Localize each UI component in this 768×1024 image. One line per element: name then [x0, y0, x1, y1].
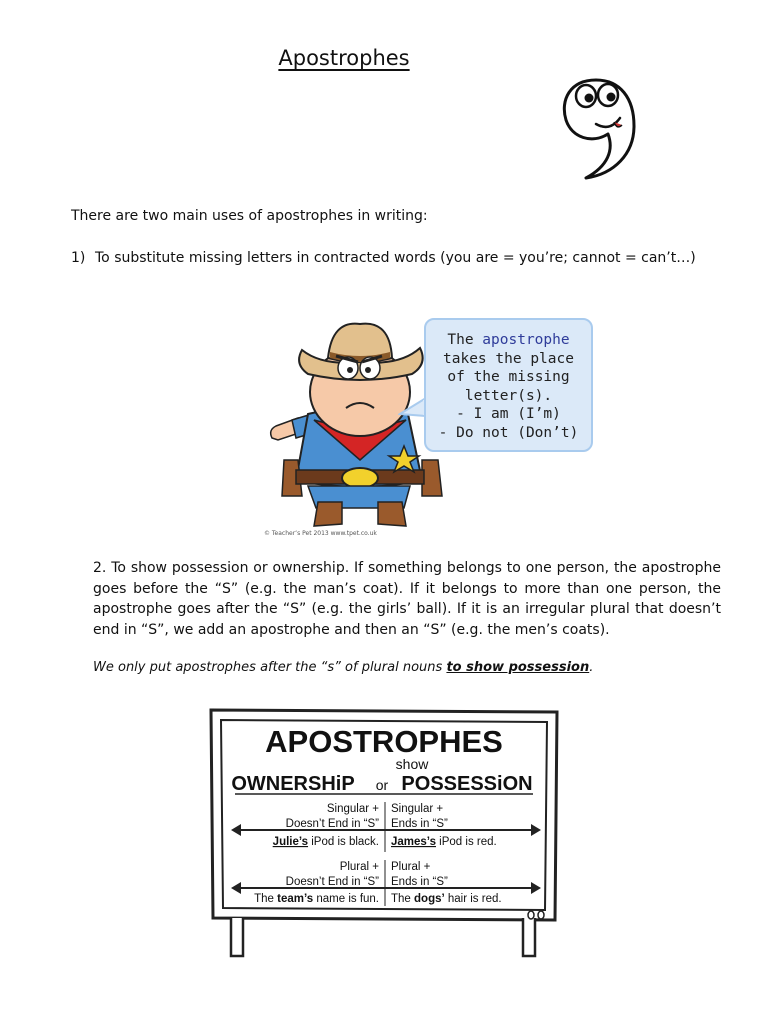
row1-right-heading-2: Ends in “S” — [391, 818, 448, 830]
use-two-paragraph: 2. To show possession or ownership. If something belongs to one person, the apostrophe goes before the “S” (e.g. the man’s coat). If it belongs to more than one person, the apostrophe goes after the “S” (e.g. the girls’ ball). If it is an irregular plural that doesn’t end in “S”, we add an apostrophe and then an “S” (e.g. the men’s coats). — [93, 560, 721, 638]
bubble-line-2: takes the place — [443, 350, 574, 367]
use-one-item — [71, 250, 696, 266]
bubble-line-3: of the missing — [447, 369, 570, 385]
page-title: Apostrophes — [278, 46, 410, 70]
poster-show: show — [395, 756, 429, 772]
row2-right-heading-1: Plural + — [391, 861, 431, 873]
possession-note — [93, 660, 593, 675]
poster-ownership: OWNERSHiP — [231, 773, 355, 795]
bubble-line-5: - I am (I’m) — [456, 406, 561, 422]
poster-possession: POSSESSiON — [401, 773, 533, 795]
note-end: . — [589, 660, 594, 675]
row1-left-example-bold: Julie’s — [272, 836, 309, 848]
row2-right-example-pre: The — [391, 893, 415, 905]
poster-heading: APOSTROPHES — [265, 724, 503, 759]
row1-right-example-rest: iPod is red. — [435, 836, 497, 848]
poster-or: or — [375, 777, 389, 793]
row2-left-heading-2: Doesn’t End in “S” — [285, 876, 379, 888]
bubble-line-1-text: The — [447, 332, 483, 348]
apostrophe-mascot-illustration — [548, 74, 644, 186]
row1-right-heading-1: Singular + — [391, 803, 444, 815]
bubble-line-1 — [426, 331, 591, 350]
row1-left-heading-2: Doesn’t End in “S” — [285, 818, 379, 830]
apostrophes-poster — [205, 706, 563, 968]
row2-left-example — [254, 893, 379, 905]
use-one-number: 1) — [71, 250, 86, 266]
row2-left-example-bold: team’s — [277, 893, 314, 905]
row2-left-heading-1: Plural + — [339, 861, 379, 873]
image-credit: © Teacher’s Pet 2013 www.tpet.co.uk — [264, 530, 377, 537]
row2-right-example-rest: hair is red. — [444, 893, 502, 905]
row2-right-example-bold: dogs’ — [414, 893, 445, 905]
row1-left-example-rest: iPod is black. — [308, 836, 379, 848]
row1-right-example-bold: James’s — [391, 836, 436, 848]
row2-right-example — [391, 893, 502, 905]
row1-left-example — [273, 836, 379, 848]
row2-left-example-pre: The — [254, 893, 278, 905]
note-text: We only put apostrophes after the “s” of plural nouns — [93, 660, 447, 675]
row1-right-example — [391, 836, 497, 848]
intro-text: There are two main uses of apostrophes in writing: — [71, 208, 428, 224]
bubble-highlight-word: apostrophe — [482, 332, 570, 348]
row1-left-heading-1: Singular + — [326, 803, 379, 815]
bubble-line-4: letter(s). — [464, 387, 553, 404]
use-one-text: To substitute missing letters in contracted words (you are = you’re; cannot = can’t…) — [95, 250, 696, 266]
row2-left-example-rest: name is fun. — [313, 893, 379, 905]
row2-right-heading-2: Ends in “S” — [391, 876, 448, 888]
speech-bubble — [424, 318, 593, 452]
bubble-line-6: - Do not (Don’t) — [438, 424, 579, 441]
note-emphasis: to show possession — [446, 660, 590, 675]
